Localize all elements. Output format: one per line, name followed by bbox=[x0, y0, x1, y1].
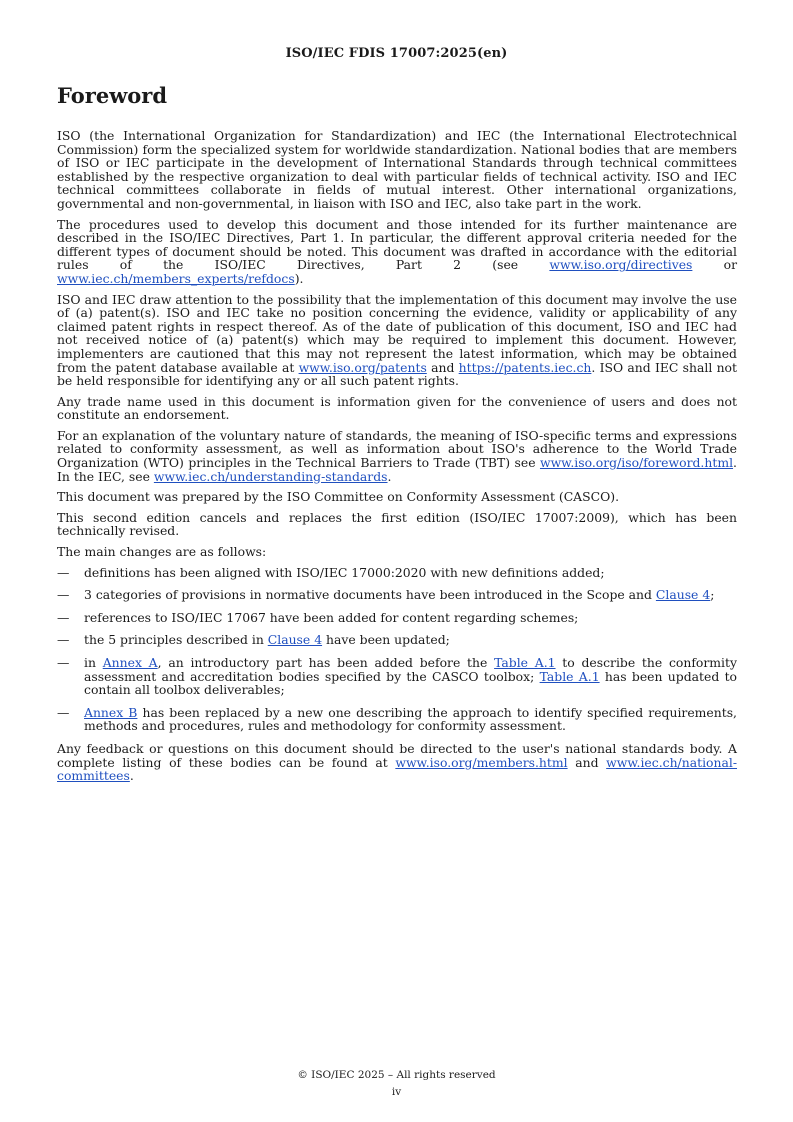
link-iec-patents[interactable]: https://patents.iec.ch bbox=[458, 359, 592, 375]
paragraph-organizations bbox=[57, 129, 737, 211]
paragraph-text: Any feedback or questions on this document should be directed to the user's national standards body. A complete listing of these bodies can be found at bbox=[57, 740, 737, 770]
list-item bbox=[57, 566, 737, 580]
link-annex-b[interactable]: Annex B bbox=[84, 704, 138, 720]
changes-list bbox=[57, 566, 737, 733]
paragraph-procedures bbox=[57, 218, 737, 286]
link-iec-refdocs[interactable]: www.iec.ch/members_experts/refdocs bbox=[57, 270, 295, 286]
paragraph-text: . ISO and IEC shall not be held responsible for identifying any or all such patent rights. bbox=[57, 359, 737, 389]
list-item bbox=[57, 706, 737, 733]
list-item-text: definitions has been aligned with ISO/IEC 17000:2020 with new definitions added; bbox=[84, 564, 605, 580]
list-item-text: have been updated; bbox=[322, 632, 450, 648]
paragraph-text: This second edition cancels and replaces the first edition (ISO/IEC 17007:2009), which has been technically revised. bbox=[57, 509, 737, 539]
list-dash: — bbox=[57, 704, 70, 720]
link-iso-foreword[interactable]: www.iso.org/iso/foreword.html bbox=[539, 455, 734, 471]
paragraph-voluntary-nature bbox=[57, 429, 737, 483]
list-item-text: has been updated to contain all toolbox deliverables; bbox=[84, 668, 738, 698]
list-dash: — bbox=[57, 587, 70, 603]
list-dash: — bbox=[57, 564, 70, 580]
list-item-text: references to ISO/IEC 17067 have been added for content regarding schemes; bbox=[84, 609, 579, 625]
paragraph-text: ISO (the International Organization for Standardization) and IEC (the International Electrotechnical Commission) form the specialized system for worldwide standardization. National bodies that are members of ISO or IEC participate in the development of International Standards through technical committees established by the respective organization to deal with particular fields of technical activity. ISO and IEC technical committees collaborate in fields of mutual interest. Other international organizations, governmental and non-governmental, in liaison with ISO and IEC, also take part in the work. bbox=[57, 128, 737, 211]
paragraph-text: . bbox=[387, 468, 392, 484]
list-dash: — bbox=[57, 632, 70, 648]
paragraph-text: This document was prepared by the ISO Committee on Conformity Assessment (CASCO). bbox=[57, 489, 620, 505]
paragraph-text: ISO and IEC draw attention to the possibility that the implementation of this document may involve the use of (a) patent(s). ISO and IEC take no position concerning the evidence, validity or applicability of any claimed patent rights in respect thereof. As of the date of publication of this document, ISO and IEC had not received notice of (a) patent(s) which may be required to implement this document. However, implementers are cautioned that this may not represent the latest information, which may be obtained from the patent database available at bbox=[57, 291, 737, 375]
link-iso-directives[interactable]: www.iso.org/directives bbox=[549, 257, 693, 273]
link-annex-a[interactable]: Annex A bbox=[102, 655, 158, 670]
paragraph-text: and bbox=[567, 754, 607, 770]
document-identifier: ISO/IEC FDIS 17007:2025(en) bbox=[285, 46, 508, 61]
paragraph-main-changes-intro bbox=[57, 545, 737, 559]
list-item-text: the 5 principles described in bbox=[84, 632, 268, 648]
link-clause-4[interactable]: Clause 4 bbox=[267, 632, 323, 648]
list-item-text: to describe the conformity assessment and accreditation bodies specified by the CASCO toolbox; bbox=[84, 655, 738, 684]
link-iso-members[interactable]: www.iso.org/members.html bbox=[395, 754, 568, 770]
link-iec-national-committees[interactable]: www.iec.ch/national-committees bbox=[57, 754, 738, 784]
paragraph-text: The main changes are as follows: bbox=[57, 544, 267, 560]
paragraph-text: The procedures used to develop this document and those intended for its further maintenance are described in the ISO/IEC Directives, Part 1. In particular, the different approval criteria needed for the different types of document should be noted. This document was drafted in accordance with the editorial rules of the ISO/IEC Directives, Part 2 (see bbox=[57, 216, 737, 273]
paragraph-trade-name bbox=[57, 395, 737, 422]
paragraph-text: or bbox=[692, 257, 738, 273]
paragraph-text: ). bbox=[294, 270, 304, 286]
paragraph-feedback bbox=[57, 742, 737, 783]
link-iso-patents[interactable]: www.iso.org/patents bbox=[298, 359, 427, 375]
paragraph-text: For an explanation of the voluntary nature of standards, the meaning of ISO-specific terms and expressions related to conformity assessment, as well as information about ISO's adherence to the World Trade Organization (WTO) principles in the Technical Barriers to Trade (TBT) see bbox=[57, 427, 737, 471]
list-item bbox=[57, 633, 737, 647]
list-item bbox=[57, 588, 737, 602]
paragraph-text: . bbox=[129, 768, 134, 784]
list-item bbox=[57, 656, 737, 697]
paragraph-edition bbox=[57, 511, 737, 538]
list-dash: — bbox=[57, 655, 70, 670]
link-table-a1[interactable]: Table A.1 bbox=[494, 655, 556, 670]
page-footer bbox=[0, 1067, 793, 1101]
paragraph-text: and bbox=[426, 359, 459, 375]
list-item-text: in bbox=[84, 655, 103, 670]
foreword-body bbox=[57, 129, 737, 790]
link-table-a1[interactable]: Table A.1 bbox=[539, 668, 600, 684]
list-item-text: , an introductory part has been added before the bbox=[157, 655, 495, 670]
link-clause-4[interactable]: Clause 4 bbox=[655, 587, 711, 603]
list-dash: — bbox=[57, 609, 70, 625]
copyright-notice: © ISO/IEC 2025 – All rights reserved bbox=[297, 1069, 496, 1081]
paragraph-text: . In the IEC, see bbox=[57, 455, 737, 484]
paragraph-text: Any trade name used in this document is information given for the convenience of users and does not constitute an endorsement. bbox=[57, 393, 737, 423]
page-title: Foreword bbox=[57, 83, 168, 108]
list-item bbox=[57, 611, 737, 625]
paragraph-patents bbox=[57, 293, 737, 388]
paragraph-committee bbox=[57, 490, 737, 504]
list-item-text: has been replaced by a new one describing the approach to identify specified requirements, methods and procedures, rules and methodology for conformity assessment. bbox=[84, 704, 737, 734]
list-item-text: 3 categories of provisions in normative documents have been introduced in the Scope and bbox=[84, 587, 656, 603]
link-iec-understanding-standards[interactable]: www.iec.ch/understanding-standards bbox=[153, 468, 388, 484]
page-number: iv bbox=[391, 1086, 402, 1098]
list-item-text: ; bbox=[710, 587, 715, 603]
